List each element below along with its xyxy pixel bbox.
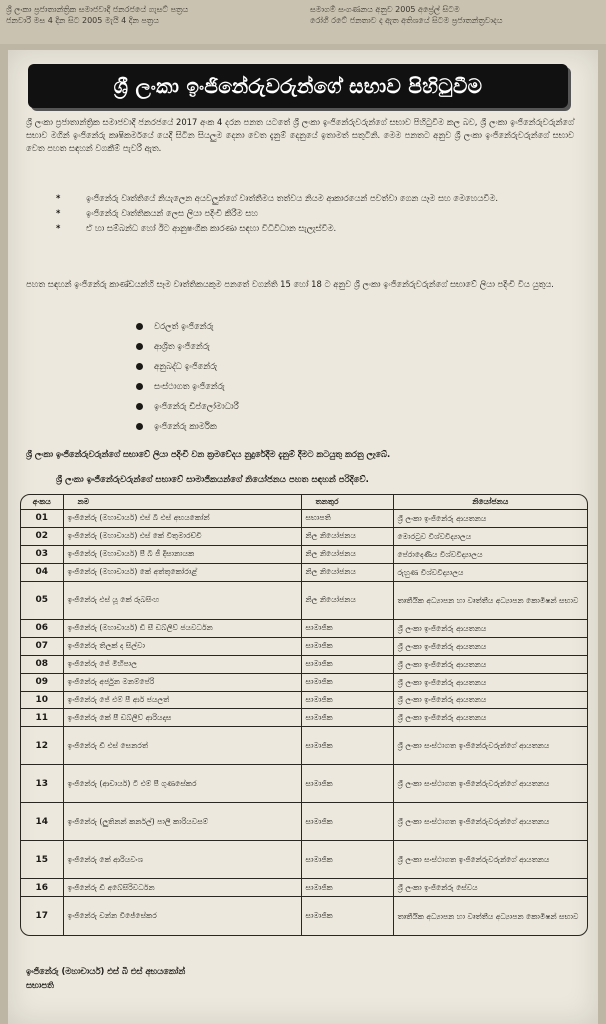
row-number: 10 — [21, 691, 63, 709]
table-row — [21, 727, 587, 765]
row-number: 12 — [21, 727, 63, 765]
notice-title-banner — [28, 64, 568, 108]
member-representation: ශ්‍රී ලංකා ඉංජිනේරු ආයතනය — [393, 637, 587, 655]
table-header-row — [21, 495, 587, 510]
member-representation: ශ්‍රී ලංකා ඉංජිනේරු ආයතනය — [393, 673, 587, 691]
member-representation: තෘතීයික අධ්‍යාපන හා වෘත්තීය අධ්‍යාපන කොමිෂන් සභාව — [393, 581, 587, 619]
member-position: සාමාජික — [301, 709, 393, 727]
row-number: 03 — [21, 545, 63, 563]
member-position: නිල නියෝජනය — [301, 581, 393, 619]
member-position: නිල නියෝජනය — [301, 527, 393, 545]
member-name: ඉංජිනේරු (ලුතිනන් කර්නල්) පාලි කාරියවසම් — [63, 803, 301, 841]
member-name: ඉංජිනේරු කේ ආරියවංශ — [63, 841, 301, 879]
table-row — [21, 803, 587, 841]
table-row — [21, 709, 587, 727]
member-position: සාමාජික — [301, 637, 393, 655]
header-no: අංකය — [21, 495, 63, 510]
table-row — [21, 563, 587, 581]
member-name: ඉංජිනේරු ජේ මිහිපාල — [63, 655, 301, 673]
bullet-icon — [136, 363, 143, 370]
member-representation: ශ්‍රී ලංකා සංස්ථාගත ඉංජිනේරුවරුන්ගේ ආයතනය — [393, 841, 587, 879]
responsibilities-list — [56, 192, 576, 237]
row-number: 05 — [21, 581, 63, 619]
masthead — [0, 0, 606, 44]
row-number: 02 — [21, 527, 63, 545]
list-item: ඉංජිනේරු කාර්මික — [136, 416, 239, 436]
list-item: අනුබද්ධ ඉංජිනේරු — [136, 356, 239, 376]
member-name: ඉංජිනේරු (ආචාර්ය) ටී එම් පී ගුණසේකර — [63, 765, 301, 803]
notice-title: ශ්‍රී ලංකා ඉංජිනේරුවරුන්ගේ සභාව පිහිටුවීම — [113, 74, 483, 98]
member-name: ඉංජිනේරු ඩී අබේසිරිවර්ධන — [63, 879, 301, 897]
member-representation: පේරාදෙණිය විශ්වවිද්‍යාලය — [393, 545, 587, 563]
member-name: ඉංජිනේරු (මහාචාර්ය) ඩී සී ඩබ්ලිව් ජයවර්ධන — [63, 619, 301, 637]
member-name: ඉංජිනේරු ජේ එම් පී ආර් ජයලත් — [63, 691, 301, 709]
row-number: 13 — [21, 765, 63, 803]
table-row — [21, 879, 587, 897]
bullet-icon — [136, 323, 143, 330]
member-position: සාමාජික — [301, 727, 393, 765]
procedure-paragraph: ශ්‍රී ලංකා ඉංජිනේරුවරුන්ගේ සභාවේ ලියා පදිංචි වන ක්‍රමවේදය නුදුරේදීම දැනුම් දීමට කටයුතු කරනු ලැබේ. — [26, 449, 391, 459]
signatory-name: ඉංජිනේරු (මහාචාර්ය) එස් බී එස් අභයකෝන් — [26, 966, 186, 976]
member-name: ඉංජිනේරු චන්න විජේසේකර — [63, 897, 301, 935]
row-number: 09 — [21, 673, 63, 691]
engineer-categories-list — [136, 316, 239, 436]
member-position: සභාපති — [301, 510, 393, 528]
row-number: 07 — [21, 637, 63, 655]
table-row — [21, 765, 587, 803]
member-representation: තෘතීයික අධ්‍යාපන හා වෘත්තීය අධ්‍යාපන කොමිෂන් සභාව — [397, 911, 579, 921]
member-position: සාමාජික — [301, 673, 393, 691]
member-name: ඉංජිනේරු ඩී එස් සෙනරත් — [63, 727, 301, 765]
signature-block — [26, 964, 326, 992]
bullet-icon — [136, 343, 143, 350]
masthead-left-line2: ජනවාරි මස 4 දින සිට 2005 මැයි 4 දින පත්‍රය — [6, 16, 160, 25]
member-representation: ශ්‍රී ලංකා සංස්ථාගත ඉංජිනේරුවරුන්ගේ ආයතනය — [393, 803, 587, 841]
table-body — [21, 510, 587, 936]
member-name: ඉංජිනේරු (මහාචාර්ය) කේ අත්තුකෝරාළ් — [63, 563, 301, 581]
member-position: සාමාජික — [301, 691, 393, 709]
notice-page — [8, 50, 598, 1024]
table-row — [21, 897, 587, 935]
header-representation: නියෝජනය — [393, 495, 587, 510]
table-row — [21, 673, 587, 691]
member-name: ඉංජිනේරු කේ පී ඩබ්ලිව් ආරියදාස — [63, 709, 301, 727]
masthead-right-line2: රෝගී රටේ ජනතාව ද ඇත අතිශයේ සිටම ප්‍රජාතන්ත්‍රවාදය — [310, 16, 503, 25]
member-name: ඉංජිනේරු (මහාචාර්ය) එස් කේ විතුමාරච්චි — [63, 527, 301, 545]
header-name: නම — [63, 495, 301, 510]
member-position: සාමාජික — [301, 655, 393, 673]
member-position: සාමාජික — [301, 803, 393, 841]
table-row — [21, 545, 587, 563]
registration-paragraph: පහත සඳහන් ඉංජිනේරු කාණ්ඩයන්හි සෑම වෘත්තිකයකුම පනතේ වගන්ති 15 හෝ 18 ට අනුව ශ්‍රී ලංකා ඉංජිනේරුවරුන්ගේ සභාවේ ලියා පදිංචි විය යුතුය. — [26, 279, 554, 289]
asterisk-icon: * — [56, 208, 61, 218]
member-representation: ශ්‍රී ලංකා සංස්ථාගත ඉංජිනේරුවරුන්ගේ ආයතනය — [393, 727, 587, 765]
row-number: 14 — [21, 803, 63, 841]
list-item: ආශ්‍රිත ඉංජිනේරු — [136, 336, 239, 356]
member-representation: රුහුණ විශ්වවිද්‍යාලය — [393, 563, 587, 581]
list-item: * ඒ හා සම්බන්ධ හෝ ඊට ආනුෂංගික කාරණා සඳහා විධිවිධාන සැලැස්වීම. — [56, 223, 337, 233]
list-item: * ඉංජිනේරු වෘත්තිකයන් ලෙස ලියා පදිංචි කිරීම සහ — [56, 208, 258, 218]
masthead-right-line1: සමාගම් සංගණනය අනුව 2005 අප්‍රේල් සිටම — [310, 5, 460, 14]
member-name: ඉංජිනේරු එස් යූ කේ රූබසිංහ — [63, 581, 301, 619]
row-number: 16 — [21, 879, 63, 897]
member-representation: ශ්‍රී ලංකා ඉංජිනේරු සේවය — [393, 879, 587, 897]
list-item: * ඉංජිනේරු වෘත්තියේ නියැලෙන අයවලුන්ගේ වෘත්තීමය තත්වය නියම ආකාරයෙන් පවත්වා ගෙන යෑම සහ මෙහෙයවීම. — [56, 193, 498, 203]
list-item: ඉංජිනේරු ඩිප්ලෝමාධාරී — [136, 396, 239, 416]
member-position: සාමාජික — [301, 841, 393, 879]
table-row — [21, 655, 587, 673]
member-representation: ශ්‍රී ලංකා සංස්ථාගත ඉංජිනේරුවරුන්ගේ ආයතනය — [393, 765, 587, 803]
row-number: 11 — [21, 709, 63, 727]
table-row — [21, 581, 587, 619]
member-representation: ශ්‍රී ලංකා ඉංජිනේරු ආයතනය — [393, 510, 587, 528]
member-position: සාමාජික — [301, 897, 393, 935]
members-table — [20, 494, 588, 936]
signatory-title: සභාපති — [26, 980, 54, 990]
member-representation: ශ්‍රී ලංකා ඉංජිනේරු ආයතනය — [393, 691, 587, 709]
table-caption: ශ්‍රී ලංකා ඉංජිනේරුවරුන්ගේ සභාවේ සාමාජිකයන්ගේ නියෝජනය පහත සඳහන් පරිදිවේ. — [56, 475, 369, 485]
member-name: ඉංජිනේරු (මහාචාර්ය) පී බී ජී දිසානායක — [63, 545, 301, 563]
member-representation: ශ්‍රී ලංකා ඉංජිනේරු ආයතනය — [393, 655, 587, 673]
member-position: නිල නියෝජනය — [301, 545, 393, 563]
table-row — [21, 691, 587, 709]
list-item: සංස්ථාගත ඉංජිනේරු — [136, 376, 239, 396]
row-number: 15 — [21, 841, 63, 879]
table-row — [21, 637, 587, 655]
header-position: තනතුර — [301, 495, 393, 510]
row-number: 04 — [21, 563, 63, 581]
row-number: 17 — [21, 897, 63, 935]
row-number: 08 — [21, 655, 63, 673]
bullet-icon — [136, 403, 143, 410]
member-representation: ශ්‍රී ලංකා ඉංජිනේරු ආයතනය — [393, 619, 587, 637]
masthead-left — [6, 4, 296, 26]
row-number: 06 — [21, 619, 63, 637]
bullet-icon — [136, 423, 143, 430]
masthead-left-line1: ශ්‍රී ලංකා ප්‍රජාතාන්ත්‍රික සමාජවාදී ජනරජයේ ගැසට් පත්‍රය — [6, 5, 189, 14]
table-row — [21, 619, 587, 637]
masthead-right — [310, 4, 600, 26]
member-position: නිල නියෝජනය — [301, 563, 393, 581]
asterisk-icon: * — [56, 223, 61, 233]
member-name: ඉංජිනේරු (මහාචාර්ය) එස් බී එස් අභයකෝන් — [63, 510, 301, 528]
member-representation: මොරටුව විශ්වවිද්‍යාලය — [393, 527, 587, 545]
member-position: සාමාජික — [301, 879, 393, 897]
table-row — [21, 510, 587, 528]
bullet-icon — [136, 383, 143, 390]
table-row — [21, 841, 587, 879]
member-representation: ශ්‍රී ලංකා ඉංජිනේරු ආයතනය — [393, 709, 587, 727]
member-name: ඉංජිනේරු අර්ජුන මනම්පේරි — [63, 673, 301, 691]
row-number: 01 — [21, 510, 63, 528]
member-position: සාමාජික — [301, 619, 393, 637]
member-position: සාමාජික — [301, 765, 393, 803]
table-row — [21, 527, 587, 545]
asterisk-icon: * — [56, 193, 61, 203]
member-name: ඉංජිනේරු තිලක් ද සිල්වා — [63, 637, 301, 655]
intro-paragraph: ශ්‍රී ලංකා ප්‍රජාතාන්ත්‍රික සමාජවාදී ජනරජයේ 2017 අංක 4 දරන පනත යටතේ ශ්‍රී ලංකා ඉංජිනේරුවරුන්ගේ සභාව පිහිටුවීම කල බව, ශ්‍රී ලංකා ඉංජිනේරුවරුන්ගේ සභාව මගින් ඉංජිනේරු කෘෂිකර්මයේ යෙදී සිටින සියලුම දෙනා වෙත දැනුම් දෙනුයේ ඉතාමත් සතුටිනි. මෙම පනතට අනුව ශ්‍රී ලංකා ඉංජිනේරුවරුන්ගේ සභාව වෙත පහත සඳහන් වගකීම් පැවරී ඇත. — [26, 117, 574, 153]
list-item: වරලත් ඉංජිනේරු — [136, 316, 239, 336]
